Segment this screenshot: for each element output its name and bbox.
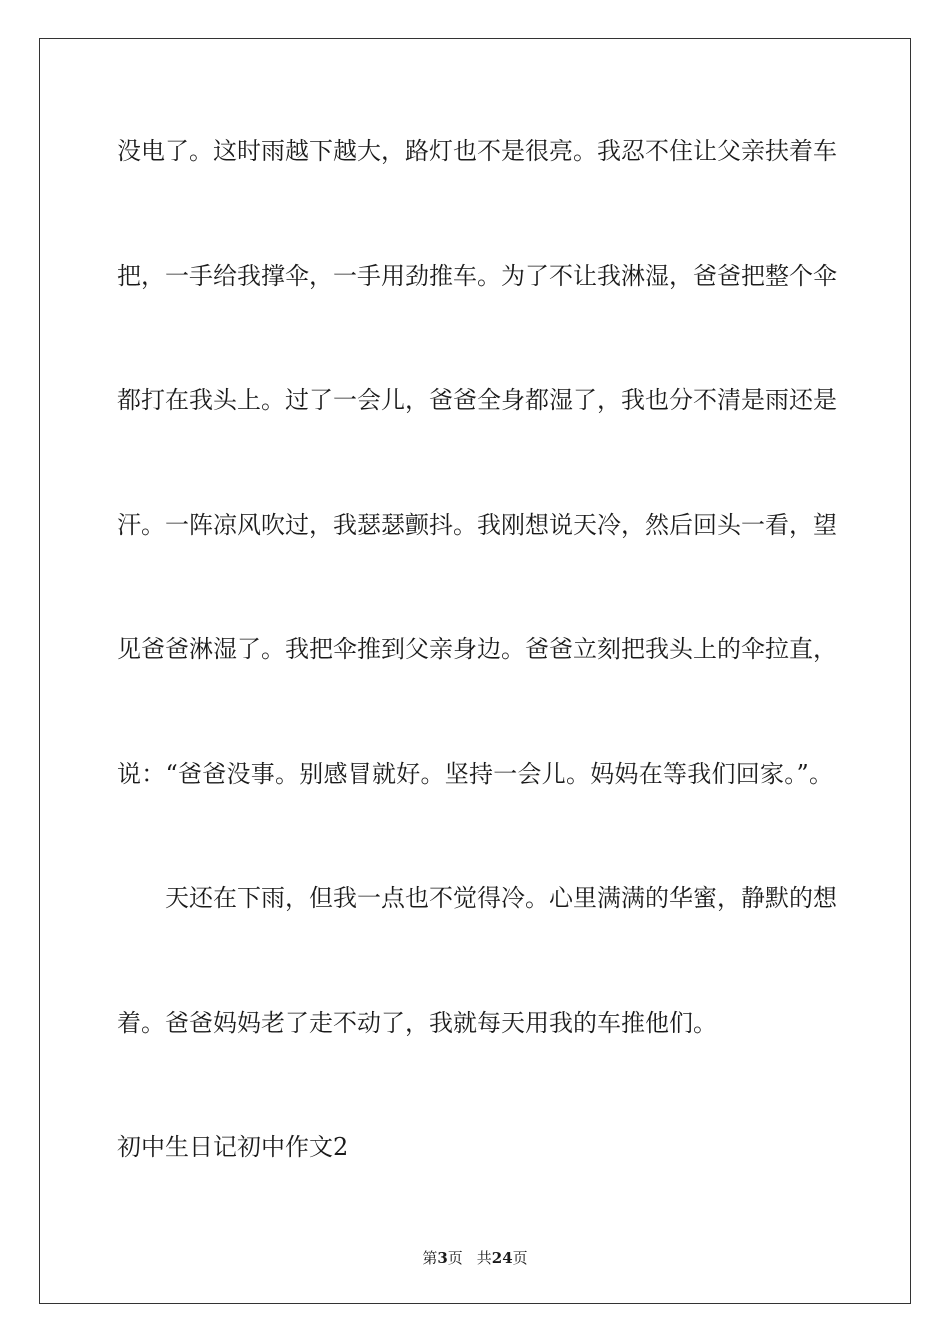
text-line-8: 着。爸爸妈妈老了走不动了，我就每天用我的车推他们。 — [117, 1009, 717, 1037]
page-footer — [0, 1248, 950, 1268]
text-line-2: 把，一手给我撑伞，一手用劲推车。为了不让我淋湿，爸爸把整个伞 — [117, 262, 837, 290]
footer-page-number: 3 — [437, 1249, 448, 1267]
section-heading: 初中生日记初中作文2 — [117, 1133, 349, 1161]
text-line-5: 见爸爸淋湿了。我把伞推到父亲身边。爸爸立刻把我头上的伞拉直， — [117, 635, 837, 663]
text-line-3: 都打在我头上。过了一会儿，爸爸全身都湿了，我也分不清是雨还是 — [117, 386, 837, 414]
footer-total-pages: 24 — [491, 1249, 513, 1267]
text-line-7: 天还在下雨，但我一点也不觉得冷。心里满满的华蜜，静默的想 — [165, 884, 837, 912]
footer-total-suffix: 页 — [512, 1249, 528, 1267]
footer-total-prefix: 共 — [476, 1249, 492, 1267]
footer-page-prefix: 第 — [422, 1249, 438, 1267]
page-border — [39, 38, 911, 1304]
footer-page-suffix: 页 — [447, 1249, 463, 1267]
text-line-1: 没电了。这时雨越下越大，路灯也不是很亮。我忍不住让父亲扶着车 — [117, 137, 837, 165]
text-line-4: 汗。一阵凉风吹过，我瑟瑟颤抖。我刚想说天冷，然后回头一看，望 — [117, 511, 837, 539]
text-line-6: 说：“爸爸没事。别感冒就好。坚持一会儿。妈妈在等我们回家。”。 — [117, 760, 833, 788]
